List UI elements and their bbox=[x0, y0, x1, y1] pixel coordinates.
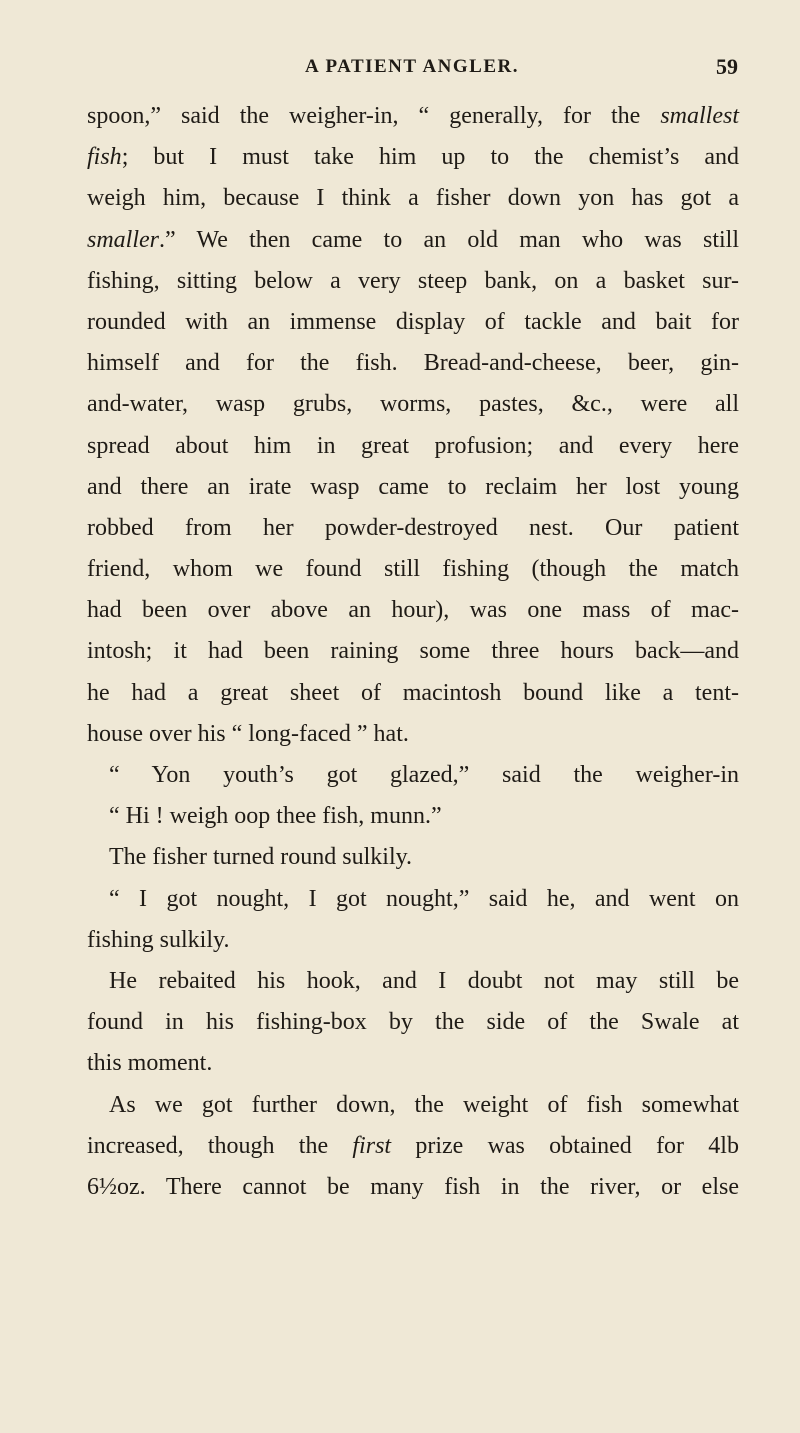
text-run: fishing, sitting below a very steep bank, on a basket sur- bbox=[87, 267, 739, 294]
text-run: prize was obtained for 4lb bbox=[391, 1132, 739, 1159]
italic-run: smallest bbox=[660, 103, 739, 129]
text-line bbox=[87, 673, 739, 714]
text-run: found in his fishing-box by the side of the Swale at bbox=[87, 1009, 739, 1036]
text-line bbox=[87, 426, 739, 467]
text-run: .” We then came to an old man who was still bbox=[159, 226, 739, 253]
text-run: friend, whom we found still fishing (though the match bbox=[87, 556, 739, 583]
text-line bbox=[87, 220, 739, 261]
text-line bbox=[87, 178, 739, 219]
body-text bbox=[87, 96, 739, 1208]
running-head bbox=[86, 56, 738, 86]
text-run: this moment. bbox=[87, 1050, 213, 1077]
text-run: and there an irate wasp came to reclaim her lost young bbox=[87, 473, 739, 500]
running-title: A PATIENT ANGLER. bbox=[305, 56, 519, 77]
text-run: spoon,” said the weigher-in, “ generally, for the bbox=[87, 103, 661, 129]
text-line bbox=[87, 467, 739, 508]
text-run: “ Yon youth’s got glazed,” said the weigher-in bbox=[109, 762, 739, 788]
text-run: spread about him in great profusion; and every here bbox=[87, 432, 739, 459]
text-line bbox=[87, 796, 739, 837]
text-line bbox=[87, 137, 739, 178]
text-line bbox=[87, 302, 739, 343]
text-run: He rebaited his hook, and I doubt not may still be bbox=[109, 967, 739, 994]
text-run: had been over above an hour), was one mass of mac- bbox=[87, 597, 739, 624]
text-line bbox=[87, 837, 739, 878]
text-run: intosh; it had been raining some three hours back—and bbox=[87, 638, 739, 665]
page-number: 59 bbox=[716, 54, 738, 79]
text-line bbox=[87, 549, 739, 590]
text-line bbox=[87, 714, 739, 755]
italic-run: smaller bbox=[87, 226, 159, 253]
text-run: The fisher turned round sulkily. bbox=[109, 844, 413, 871]
italic-run: first bbox=[352, 1132, 392, 1159]
text-line bbox=[87, 1085, 739, 1126]
text-line bbox=[87, 631, 739, 672]
text-run: and-water, wasp grubs, worms, pastes, &c., were all bbox=[87, 391, 739, 418]
italic-run: fish bbox=[87, 144, 122, 171]
text-run: robbed from her powder-destroyed nest. Our patient bbox=[87, 514, 739, 541]
text-run: rounded with an immense display of tackle and bait for bbox=[87, 308, 739, 335]
text-run: weigh him, because I think a fisher down yon has got a bbox=[87, 185, 739, 212]
text-line bbox=[87, 961, 739, 1002]
text-line bbox=[87, 1002, 739, 1043]
text-run: fishing sulkily. bbox=[87, 926, 230, 953]
text-line bbox=[87, 755, 739, 796]
text-run: ; but I must take him up to the chemist’s and bbox=[121, 144, 739, 171]
text-line bbox=[87, 1167, 739, 1208]
text-line bbox=[87, 96, 739, 137]
text-line bbox=[87, 590, 739, 631]
text-line bbox=[87, 1043, 739, 1084]
text-line bbox=[87, 1126, 739, 1167]
text-run: “ Hi ! weigh oop thee fish, munn.” bbox=[109, 803, 442, 830]
text-run: he had a great sheet of macintosh bound like a tent- bbox=[87, 679, 739, 706]
text-line bbox=[87, 261, 739, 302]
text-line bbox=[87, 879, 739, 920]
text-line bbox=[87, 343, 739, 384]
text-line bbox=[87, 920, 739, 961]
text-run: “ I got nought, I got nought,” said he, and went on bbox=[109, 885, 739, 912]
text-line bbox=[87, 384, 739, 425]
text-run: house over his “ long-faced ” hat. bbox=[87, 720, 409, 747]
text-run: increased, though the bbox=[87, 1132, 353, 1159]
text-run: himself and for the fish. Bread-and-cheese, beer, gin- bbox=[87, 350, 739, 377]
text-line bbox=[87, 508, 739, 549]
text-run: 6½oz. There cannot be many fish in the river, or else bbox=[87, 1173, 739, 1200]
text-run: As we got further down, the weight of fish somewhat bbox=[109, 1091, 739, 1118]
